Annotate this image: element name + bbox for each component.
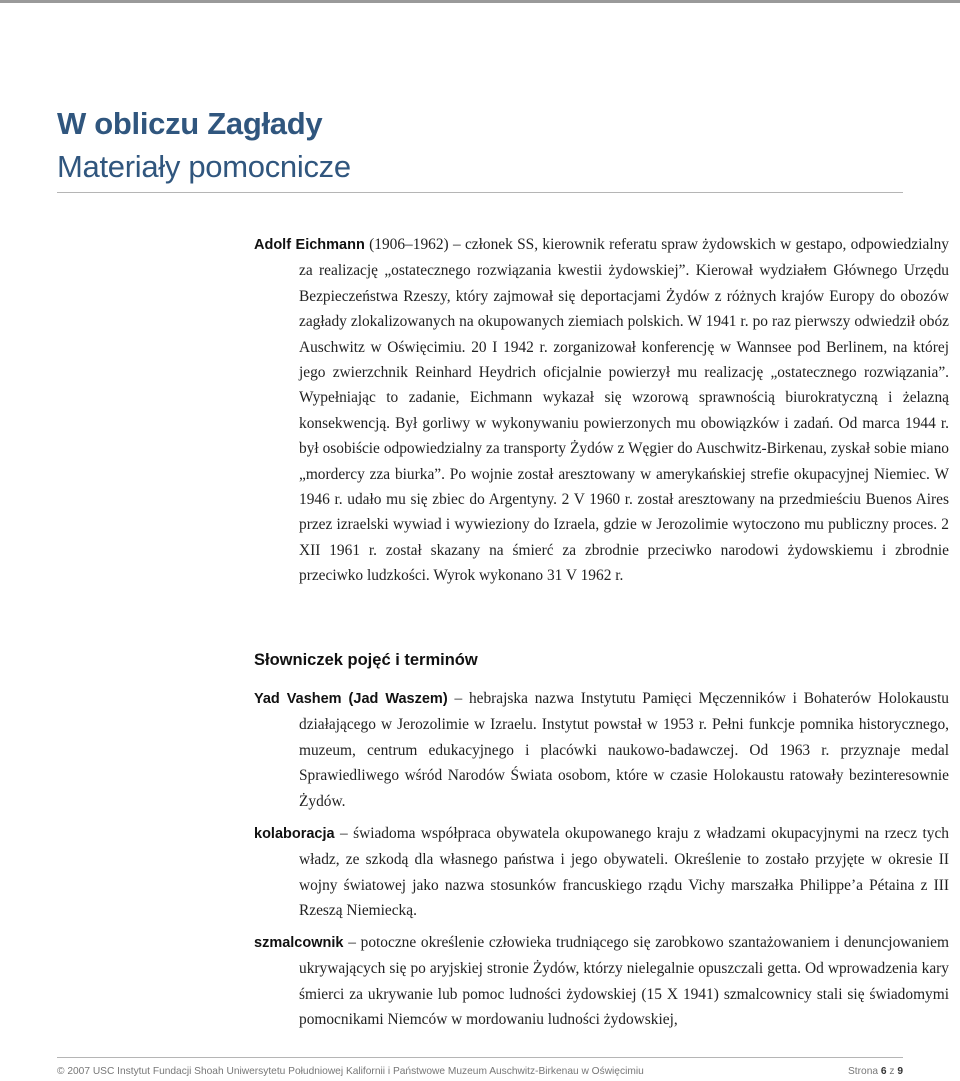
footer-divider <box>57 1057 903 1058</box>
page-title: W obliczu Zagłady <box>57 106 323 141</box>
glossary-heading: Słowniczek pojęć i terminów <box>254 651 478 669</box>
glossary-entry-kolaboracja <box>254 821 949 924</box>
page-subtitle: Materiały pomocnicze <box>57 149 351 184</box>
biography-entry <box>254 232 949 589</box>
page-number <box>848 1066 903 1077</box>
glossary-definition: – hebrajska nazwa Instytutu Pamięci Męczenników i Bohaterów Holokaustu działającego w Jerozolimie w Izraelu. Instytut powstał w 1953 r. Pełni funkcje pomnika historycznego, muzeum, centrum edukacyjnego i placówki naukowo-badawczej. Od 1963 r. przyznaje medal Sprawiedliwego wśród Narodów Świata osobom, które w czasie Holokaustu ratowały bezinteresownie Żydów. <box>299 690 949 810</box>
page-label: Strona <box>848 1066 879 1077</box>
page-separator: z <box>889 1066 895 1077</box>
page-total: 9 <box>897 1066 903 1077</box>
glossary-term: szmalcownik <box>254 935 344 951</box>
top-border <box>0 0 960 3</box>
footer-copyright: © 2007 USC Instytut Fundacji Shoah Uniwersytetu Południowej Kalifornii i Państwowe Muzeum Auschwitz-Birkenau w Oświęcimiu <box>57 1066 644 1077</box>
glossary-entry-yad-vashem <box>254 686 949 814</box>
glossary-term: Yad Vashem (Jad Waszem) <box>254 691 448 707</box>
title-divider <box>57 192 903 193</box>
glossary-definition: – świadoma współpraca obywatela okupowanego kraju z władzami okupacyjnymi na rzecz tych władz, ze szkodą dla własnego państwa i jego obywateli. Określenie to zostało przyjęte w okresie II wojny światowej jako nazwa stosunków francuskiego rządu Vichy marszałka Philippe’a Pétaina z III Rzeszą Niemiecką. <box>299 825 949 920</box>
glossary-definition: – potoczne określenie człowieka trudniącego się zarobkowo szantażowaniem i denuncjowaniem ukrywających się po aryjskiej stronie Żydów, którzy nielegalnie opuszczali getta. Od wprowadzenia kary śmierci za ukrywanie lub pomoc ludności żydowskiej (15 X 1941) szmalcownicy stali się świadomymi pomocnikami Niemców w mordowaniu ludności żydowskiej, <box>299 934 949 1029</box>
page-current: 6 <box>880 1066 887 1077</box>
glossary-term: kolaboracja <box>254 826 335 842</box>
biography-text: (1906–1962) – członek SS, kierownik referatu spraw żydowskich w gestapo, odpowiedzialny za realizację „ostatecznego rozwiązania kwestii żydowskiej”. Kierował wydziałem Głównego Urzędu Bezpieczeństwa Rzeszy, który zajmował się deportacjami Żydów z różnych krajów Europy do obozów zagłady zlokalizowanych na okupowanych ziemiach polskich. W 1941 r. po raz pierwszy odwiedził obóz Auschwitz w Oświęcimiu. 20 I 1942 r. zorganizował konferencję w Wannsee pod Berlinem, na której jego zwierzchnik Reinhard Heydrich oficjalnie powierzył mu realizację „ostatecznego rozwiązania”. Wypełniając to zadanie, Eichmann wykazał się wzorową sprawnością biurokratyczną i żelazną konsekwencją. Był gorliwy w wykonywaniu powierzonych mu obowiązków i zadań. Od marca 1944 r. był osobiście odpowiedzialny za transporty Żydów z Węgier do Auschwitz-Birkenau, zyskał sobie miano „mordercy zza biurka”. Po wojnie został aresztowany w amerykańskiej strefie okupacyjnej Niemiec. W 1946 r. udało mu się zbiec do Argentyny. 2 V 1960 r. został aresztowany na przedmieściu Buenos Aires przez izraelski wywiad i wywieziony do Izraela, gdzie w Jerozolimie wytoczono mu publiczny proces. 2 XII 1961 r. został skazany na śmierć za zbrodnie przeciwko narodowi żydowskiemu i zbrodnie przeciwko ludzkości. Wyrok wykonano 31 V 1962 r. <box>299 236 949 585</box>
biography-term: Adolf Eichmann <box>254 237 365 253</box>
glossary-entry-szmalcownik <box>254 930 949 1033</box>
